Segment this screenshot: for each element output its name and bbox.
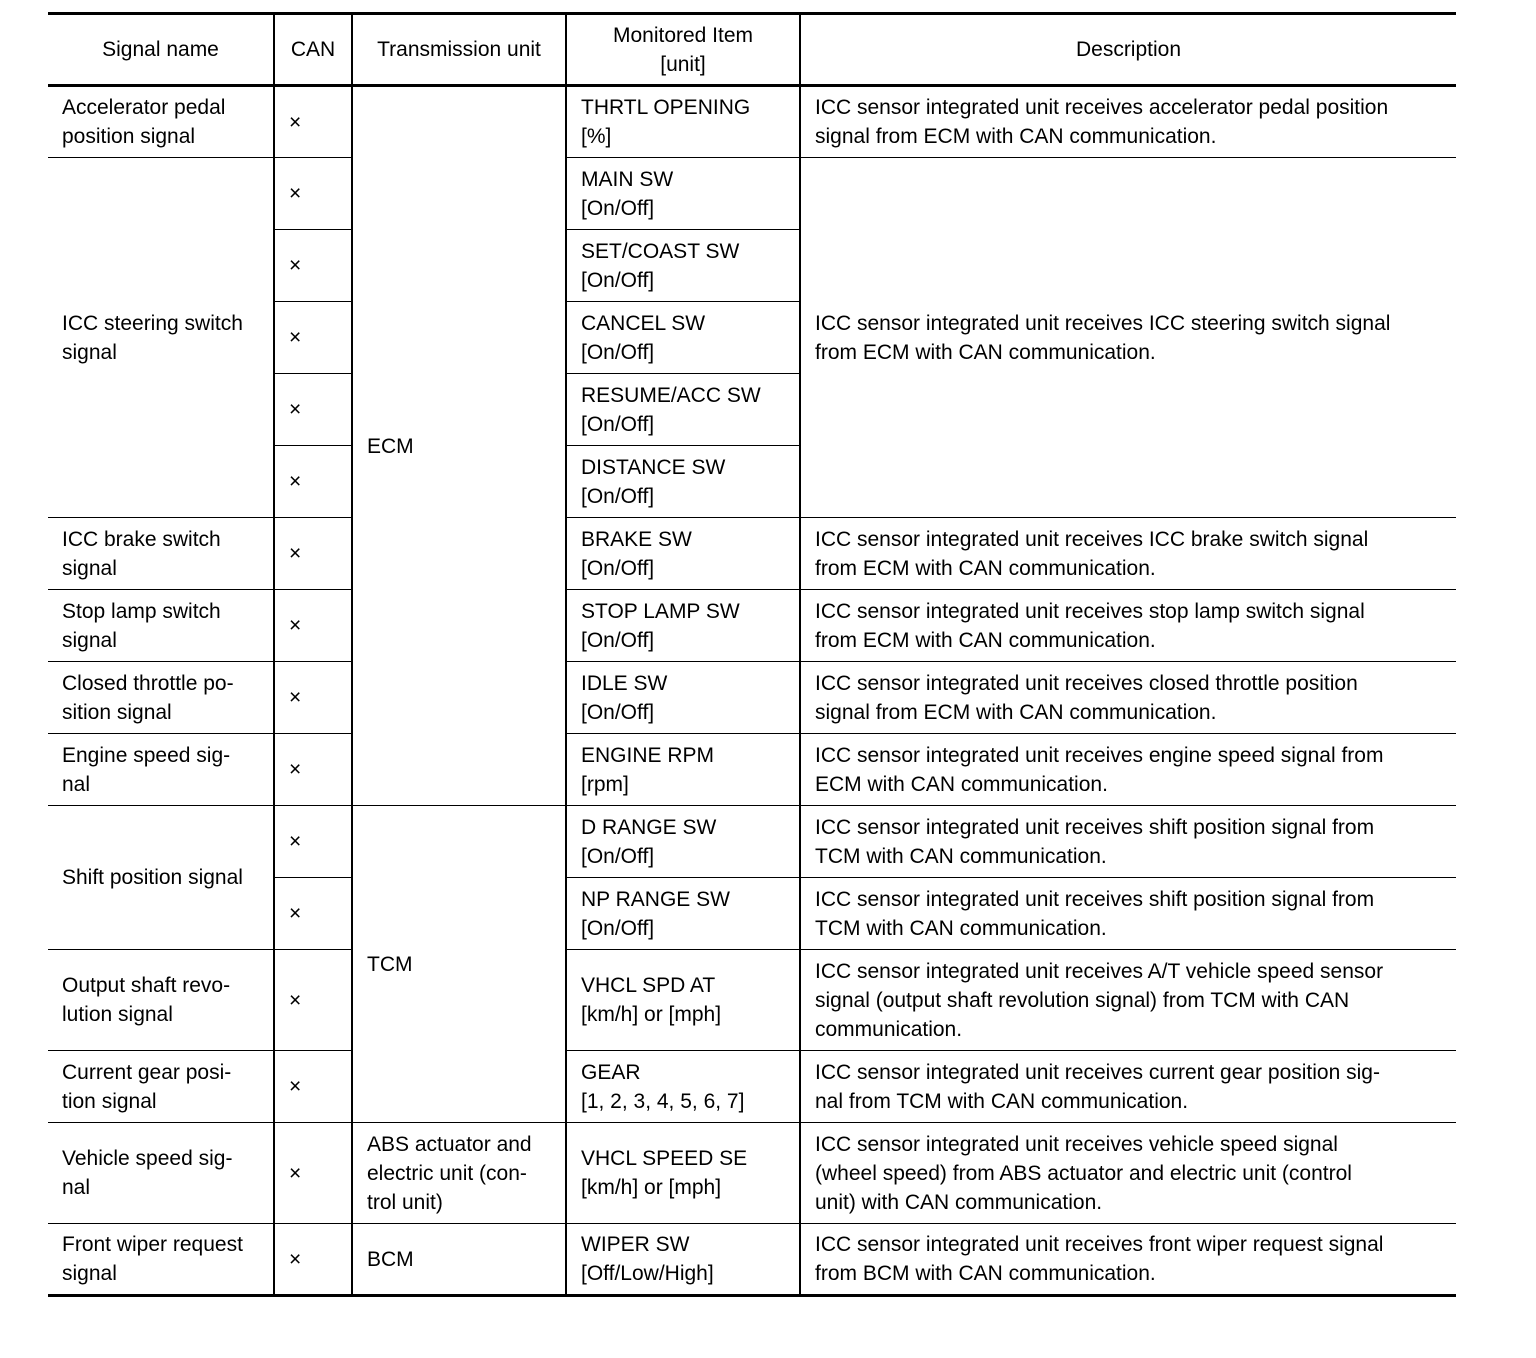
can-mark-cell: × [274,446,352,518]
header-description: Description [800,14,1456,86]
table-row [48,806,1456,878]
can-mark-cell: × [274,950,352,1051]
table-row [48,1051,1456,1123]
monitored-item-cell: IDLE SW [On/Off] [566,662,800,734]
can-mark-cell: × [274,590,352,662]
can-mark-cell: × [274,518,352,590]
table-row [48,1123,1456,1224]
can-mark-cell: × [274,158,352,230]
description-cell: ICC sensor integrated unit receives engine speed signal from ECM with CAN communication. [800,734,1456,806]
monitored-item-cell: WIPER SW [Off/Low/High] [566,1224,800,1296]
can-mark-cell: × [274,662,352,734]
description-cell: ICC sensor integrated unit receives front wiper request signal from BCM with CAN communication. [800,1224,1456,1296]
can-mark-cell: × [274,734,352,806]
table-row [48,734,1456,806]
monitored-item-cell: D RANGE SW [On/Off] [566,806,800,878]
table-row [48,86,1456,158]
description-cell: ICC sensor integrated unit receives shift position signal from TCM with CAN communication. [800,878,1456,950]
table-row [48,950,1456,1051]
table-row [48,158,1456,230]
table-row [48,590,1456,662]
monitored-item-cell: THRTL OPENING [%] [566,86,800,158]
signal-name-cell: Engine speed sig- nal [48,734,274,806]
can-signal-table [48,12,1456,1297]
signal-name-cell: Closed throttle po- sition signal [48,662,274,734]
transmission-unit-ecm: ECM [352,86,566,806]
signal-name-cell: ICC brake switch signal [48,518,274,590]
monitored-item-cell: VHCL SPEED SE [km/h] or [mph] [566,1123,800,1224]
can-mark-cell: × [274,374,352,446]
monitored-item-cell: DISTANCE SW [On/Off] [566,446,800,518]
monitored-item-cell: SET/COAST SW [On/Off] [566,230,800,302]
can-mark-cell: × [274,302,352,374]
monitored-item-cell: NP RANGE SW [On/Off] [566,878,800,950]
description-cell: ICC sensor integrated unit receives shift position signal from TCM with CAN communication. [800,806,1456,878]
header-transmission-unit: Transmission unit [352,14,566,86]
monitored-item-cell: STOP LAMP SW [On/Off] [566,590,800,662]
table-header-row [48,14,1456,86]
monitored-item-cell: MAIN SW [On/Off] [566,158,800,230]
description-cell: ICC sensor integrated unit receives stop lamp switch signal from ECM with CAN communication. [800,590,1456,662]
can-mark-cell: × [274,1051,352,1123]
signal-name-cell: Output shaft revo- lution signal [48,950,274,1051]
description-cell: ICC sensor integrated unit receives closed throttle position signal from ECM with CAN communication. [800,662,1456,734]
can-mark-cell: × [274,230,352,302]
signal-name-cell: Front wiper request signal [48,1224,274,1296]
description-cell: ICC sensor integrated unit receives ICC brake switch signal from ECM with CAN communication. [800,518,1456,590]
transmission-unit-abs: ABS actuator and electric unit (con- trol unit) [352,1123,566,1224]
can-mark-cell: × [274,1123,352,1224]
signal-name-cell: Stop lamp switch signal [48,590,274,662]
signal-name-cell: Shift position signal [48,806,274,950]
header-signal-name: Signal name [48,14,274,86]
can-mark-cell: × [274,1224,352,1296]
header-can: CAN [274,14,352,86]
table-row [48,662,1456,734]
monitored-item-cell: VHCL SPD AT [km/h] or [mph] [566,950,800,1051]
can-mark-cell: × [274,86,352,158]
can-mark-cell: × [274,806,352,878]
transmission-unit-tcm: TCM [352,806,566,1123]
table-row [48,518,1456,590]
description-cell: ICC sensor integrated unit receives current gear position sig- nal from TCM with CAN communication. [800,1051,1456,1123]
monitored-item-cell: GEAR [1, 2, 3, 4, 5, 6, 7] [566,1051,800,1123]
description-cell: ICC sensor integrated unit receives accelerator pedal position signal from ECM with CAN communication. [800,86,1456,158]
description-cell: ICC sensor integrated unit receives A/T vehicle speed sensor signal (output shaft revolution signal) from TCM with CAN communication. [800,950,1456,1051]
table-row [48,1224,1456,1296]
signal-name-cell: ICC steering switch signal [48,158,274,518]
header-monitored-item: Monitored Item [unit] [566,14,800,86]
monitored-item-cell: CANCEL SW [On/Off] [566,302,800,374]
description-cell: ICC sensor integrated unit receives vehicle speed signal (wheel speed) from ABS actuator and electric unit (control unit) with CAN communication. [800,1123,1456,1224]
signal-name-cell: Current gear posi- tion signal [48,1051,274,1123]
signal-name-cell: Accelerator pedal position signal [48,86,274,158]
monitored-item-cell: ENGINE RPM [rpm] [566,734,800,806]
signal-name-cell: Vehicle speed sig- nal [48,1123,274,1224]
monitored-item-cell: RESUME/ACC SW [On/Off] [566,374,800,446]
can-mark-cell: × [274,878,352,950]
transmission-unit-bcm: BCM [352,1224,566,1296]
monitored-item-cell: BRAKE SW [On/Off] [566,518,800,590]
description-cell: ICC sensor integrated unit receives ICC steering switch signal from ECM with CAN communication. [800,158,1456,518]
